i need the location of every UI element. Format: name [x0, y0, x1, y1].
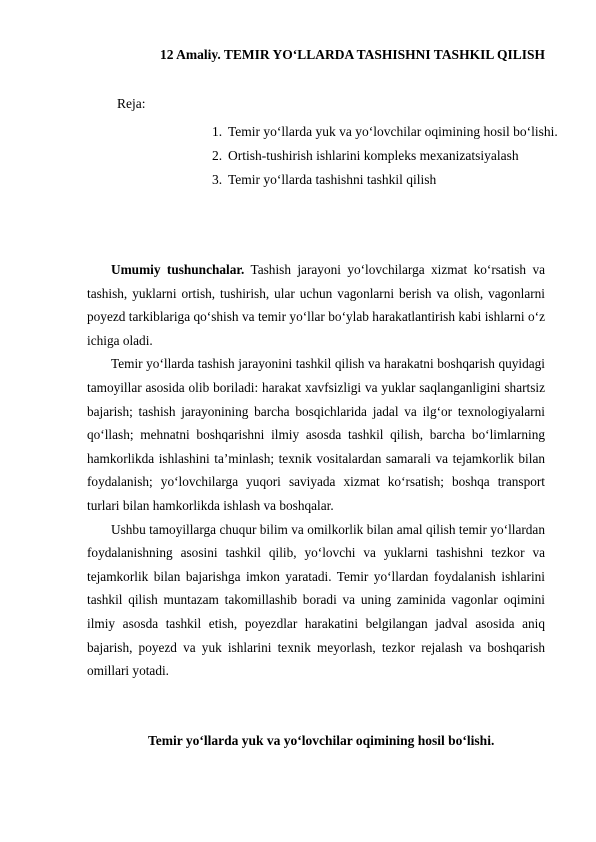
- plan-item-number: 3.: [212, 172, 223, 187]
- plan-label: Reja:: [117, 96, 146, 111]
- section-lead: Umumiy tushunchalar.: [111, 262, 245, 277]
- paragraph-foundation: Ushbu tamoyillarga chuqur bilim va omilkorlik bilan amal qilish temir yo‘llardan foydalanishning asosini tashkil qilib, yo‘lovchi va yuklarni tashishni tezkor va tejamkorlik bilan bajarishga imkon yaratadi. Temir yo‘llardan foydalanish ishlarini tashkil qilish muntazam takomillashib boradi va uning zaminida vagonlar oqimini ilmiy asosda tashkil etish, poyezdlar harakatini belgilangan jadval asosida aniq bajarish, poyezd va yuk ishlarini texnik meyorlash, tezkor rejalash va boshqarish omillari yotadi.: [87, 521, 545, 679]
- plan-item-number: 1.: [212, 124, 223, 139]
- plan-item-text: Temir yo‘llarda tashishni tashkil qilish: [228, 172, 437, 187]
- plan-item: [212, 147, 562, 165]
- body-text: [87, 258, 545, 683]
- plan-item-text: Ortish-tushirish ishlarini kompleks mexanizatsiyalash: [228, 148, 519, 163]
- paragraph-intro: [87, 258, 545, 352]
- plan-item-number: 2.: [212, 148, 223, 163]
- section-heading: Temir yo‘llarda yuk va yo‘lovchilar oqimining hosil bo‘lishi.: [148, 733, 495, 748]
- plan-list: [212, 123, 562, 189]
- plan-item: [212, 123, 562, 141]
- paragraph-intro-text: Tashish jarayoni yo‘lovchilarga xizmat ko‘rsatish va tashish, yuklarni ortish, tushirish, ular uchun vagonlarni berish va olish, vagonlarni poyezd tarkiblariga qo‘shish va temir yo‘llar bo‘ylab harakatlantirish kabi ishlarni o‘z ichiga oladi.: [87, 262, 545, 348]
- page-title: 12 Amaliy. TEMIR YO‘LLARDA TASHISHNI TASHKIL QILISH: [160, 47, 545, 62]
- plan-item: [212, 171, 562, 189]
- paragraph-principles: Temir yo‘llarda tashish jarayonini tashkil qilish va harakatni boshqarish quyidagi tamoyillar asosida olib boriladi: harakat xavfsizligi va yuklar saqlanganligini shartsiz bajarish; tashish jarayonining barcha bosqichlarida jadal va ilg‘or texnologiyalarni qo‘llash; mehnatni boshqarishni ilmiy asosda tashkil qilish, barcha bo‘limlarning hamkorlikda ishlashini ta’minlash; texnik vositalardan samarali va tejamkorlik bilan foydalanish; yo‘lovchilarga yuqori saviyada xizmat ko‘rsatish; boshqa transport turlari bilan hamkorlikda ishlash va boshqalar.: [87, 356, 545, 513]
- plan-item-text: Temir yo‘llarda yuk va yo‘lovchilar oqimining hosil bo‘lishi.: [228, 124, 558, 139]
